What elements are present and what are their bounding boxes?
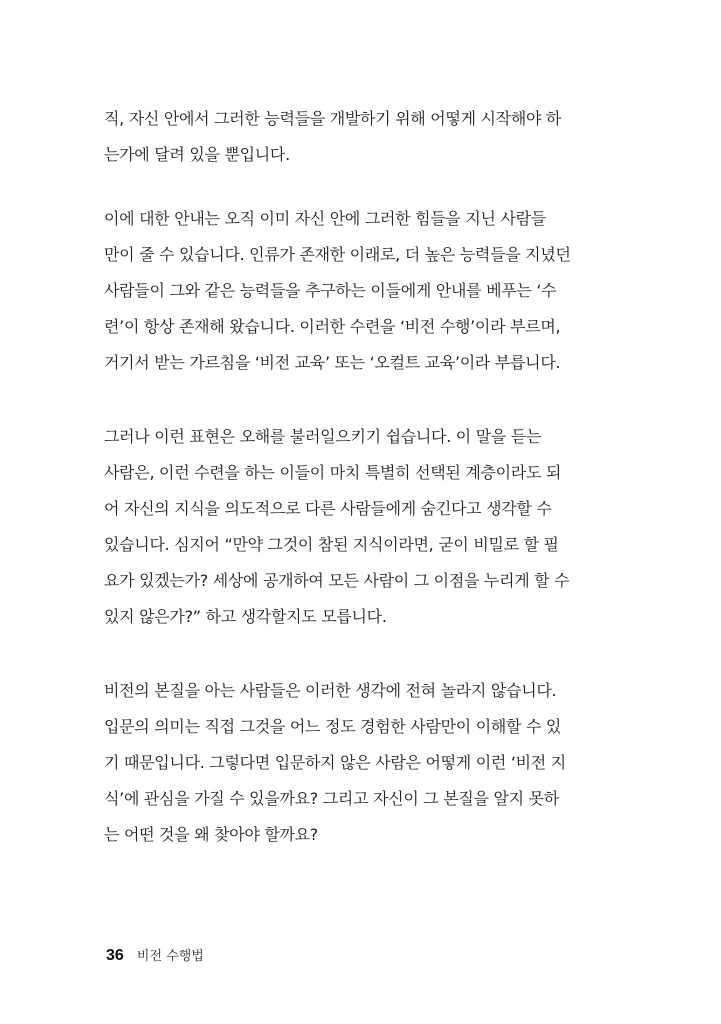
text-line: 있습니다. 심지어 “만약 그것이 참된 지식이라면, 굳이 비밀로 할 필 xyxy=(104,535,559,554)
text-line: 입문의 의미는 직접 그것을 어느 정도 경험한 사람만이 이해할 수 있 xyxy=(104,717,562,736)
text-line: 그러나 이런 표현은 오해를 불러일으키기 쉽습니다. 이 말을 듣는 xyxy=(104,427,542,446)
text-line: 거기서 받는 가르침을 ‘비전 교육’ 또는 ‘오컬트 교육’이라 부릅니다. xyxy=(104,353,561,372)
page-footer xyxy=(106,944,204,966)
text-line: 어 자신의 지식을 의도적으로 다른 사람들에게 숨긴다고 생각할 수 xyxy=(104,499,552,518)
text-line: 만이 줄 수 있습니다. 인류가 존재한 이래로, 더 높은 능력들을 지녔던 xyxy=(104,245,571,264)
page-number: 36 xyxy=(106,947,124,964)
text-line: 비전의 본질을 아는 사람들은 이러한 생각에 전혀 놀라지 않습니다. xyxy=(104,681,557,700)
text-line: 식’에 관심을 가질 수 있을까요? 그리고 자신이 그 본질을 알지 못하 xyxy=(104,789,559,808)
text-line: 사람들이 그와 같은 능력들을 추구하는 이들에게 안내를 베푸는 ‘수 xyxy=(104,281,557,300)
text-line: 련’이 항상 존재해 왔습니다. 이러한 수련을 ‘비전 수행’이라 부르며, xyxy=(104,317,561,336)
text-line: 직, 자신 안에서 그러한 능력들을 개발하기 위해 어떻게 시작해야 하 xyxy=(104,109,562,128)
paragraph xyxy=(104,201,604,381)
paragraph xyxy=(104,673,604,853)
text-line: 사람은, 이런 수련을 하는 이들이 마치 특별히 선택된 계층이라도 되 xyxy=(104,463,562,482)
text-line: 는 어떤 것을 왜 찾아야 할까요? xyxy=(104,825,318,844)
running-title: 비전 수행법 xyxy=(136,949,204,964)
paragraph xyxy=(104,419,604,635)
paragraph xyxy=(104,101,604,173)
text-line: 이에 대한 안내는 오직 이미 자신 안에 그러한 힘들을 지닌 사람들 xyxy=(104,209,546,228)
text-line: 요가 있겠는가? 세상에 공개하여 모든 사람이 그 이점을 누리게 할 수 xyxy=(104,571,570,590)
text-line: 있지 않은가?” 하고 생각할지도 모릅니다. xyxy=(104,607,387,626)
text-line: 기 때문입니다. 그렇다면 입문하지 않은 사람은 어떻게 이런 ‘비전 지 xyxy=(104,753,566,772)
text-line: 는가에 달려 있을 뿐입니다. xyxy=(104,145,290,164)
